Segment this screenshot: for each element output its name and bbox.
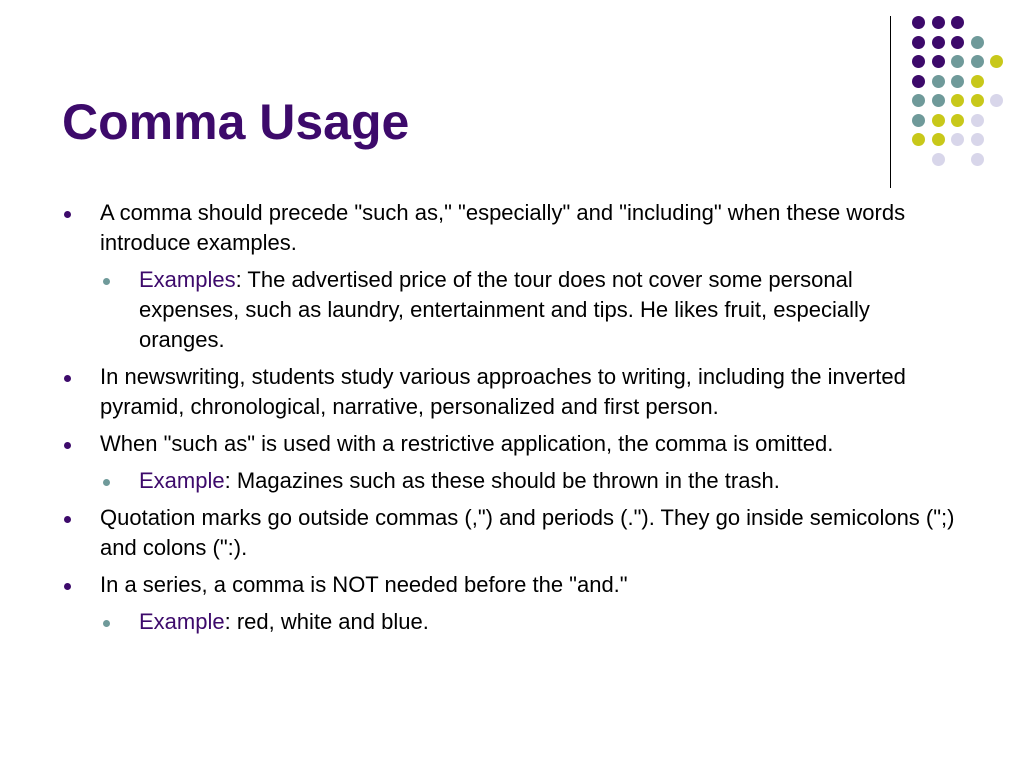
bullet-marker xyxy=(64,211,71,218)
decorative-dot xyxy=(932,133,945,146)
decorative-dot xyxy=(932,16,945,29)
decorative-dot xyxy=(951,36,964,49)
bullet-text: When "such as" is used with a restrictive application, the comma is omitted. xyxy=(100,431,834,456)
sub-bullet-marker xyxy=(103,620,110,627)
example-label: Example xyxy=(139,609,225,634)
bullet-item-2 xyxy=(0,362,1024,422)
decorative-dot xyxy=(951,55,964,68)
decorative-dot xyxy=(971,114,984,127)
example-label: Example xyxy=(139,468,225,493)
decorative-dot xyxy=(912,36,925,49)
decorative-dot xyxy=(990,94,1003,107)
decorative-dot xyxy=(932,153,945,166)
decorative-dot xyxy=(912,16,925,29)
sub-bullet-example-2 xyxy=(0,466,1024,496)
example-text: : The advertised price of the tour does not cover some personal expenses, such as laundry, entertainment and tips. He likes fruit, especially oranges. xyxy=(139,267,870,352)
bullet-item-5 xyxy=(0,570,1024,600)
decorative-dot xyxy=(951,75,964,88)
decorative-dot xyxy=(932,55,945,68)
bullet-marker xyxy=(64,516,71,523)
decorative-dot xyxy=(971,153,984,166)
decorative-dot xyxy=(912,133,925,146)
bullet-marker xyxy=(64,375,71,382)
decorative-dot xyxy=(951,94,964,107)
bullet-item-3 xyxy=(0,429,1024,459)
bullet-text: In newswriting, students study various approaches to writing, including the inverted pyramid, chronological, narrative, personalized and first person. xyxy=(100,364,906,419)
bullet-item-1 xyxy=(0,198,1024,258)
bullet-text: In a series, a comma is NOT needed before the "and." xyxy=(100,572,628,597)
sub-bullet-example-1 xyxy=(0,265,1024,355)
sub-bullet-marker xyxy=(103,479,110,486)
decorative-dot xyxy=(971,75,984,88)
decorative-dot xyxy=(971,94,984,107)
decorative-dot xyxy=(932,36,945,49)
decorative-dot xyxy=(912,94,925,107)
decorative-dot xyxy=(990,55,1003,68)
decorative-dot xyxy=(951,16,964,29)
decorative-dot xyxy=(932,94,945,107)
decorative-dot xyxy=(951,114,964,127)
decorative-dot xyxy=(932,114,945,127)
bullet-item-4 xyxy=(0,503,1024,563)
decorative-dot xyxy=(912,114,925,127)
sub-bullet-example-3 xyxy=(0,607,1024,637)
bullet-text: A comma should precede "such as," "especially" and "including" when these words introduce examples. xyxy=(100,200,906,255)
decorative-dot xyxy=(932,75,945,88)
decorative-dot xyxy=(951,133,964,146)
decorative-dot-grid xyxy=(0,0,1024,200)
bullet-marker xyxy=(64,442,71,449)
example-text: : red, white and blue. xyxy=(224,609,429,634)
decorative-dot xyxy=(971,133,984,146)
decorative-dot xyxy=(971,55,984,68)
bullet-text: Quotation marks go outside commas (,") and periods (."). They go inside semicolons (";) and colons (":). xyxy=(100,505,955,560)
bullet-list xyxy=(0,198,1024,644)
decorative-dot xyxy=(912,75,925,88)
decorative-dot xyxy=(971,36,984,49)
bullet-marker xyxy=(64,583,71,590)
sub-bullet-marker xyxy=(103,278,110,285)
example-text: : Magazines such as these should be thrown in the trash. xyxy=(224,468,780,493)
slide-title: Comma Usage xyxy=(62,94,410,150)
example-label: Examples xyxy=(139,267,236,292)
decorative-dot xyxy=(912,55,925,68)
